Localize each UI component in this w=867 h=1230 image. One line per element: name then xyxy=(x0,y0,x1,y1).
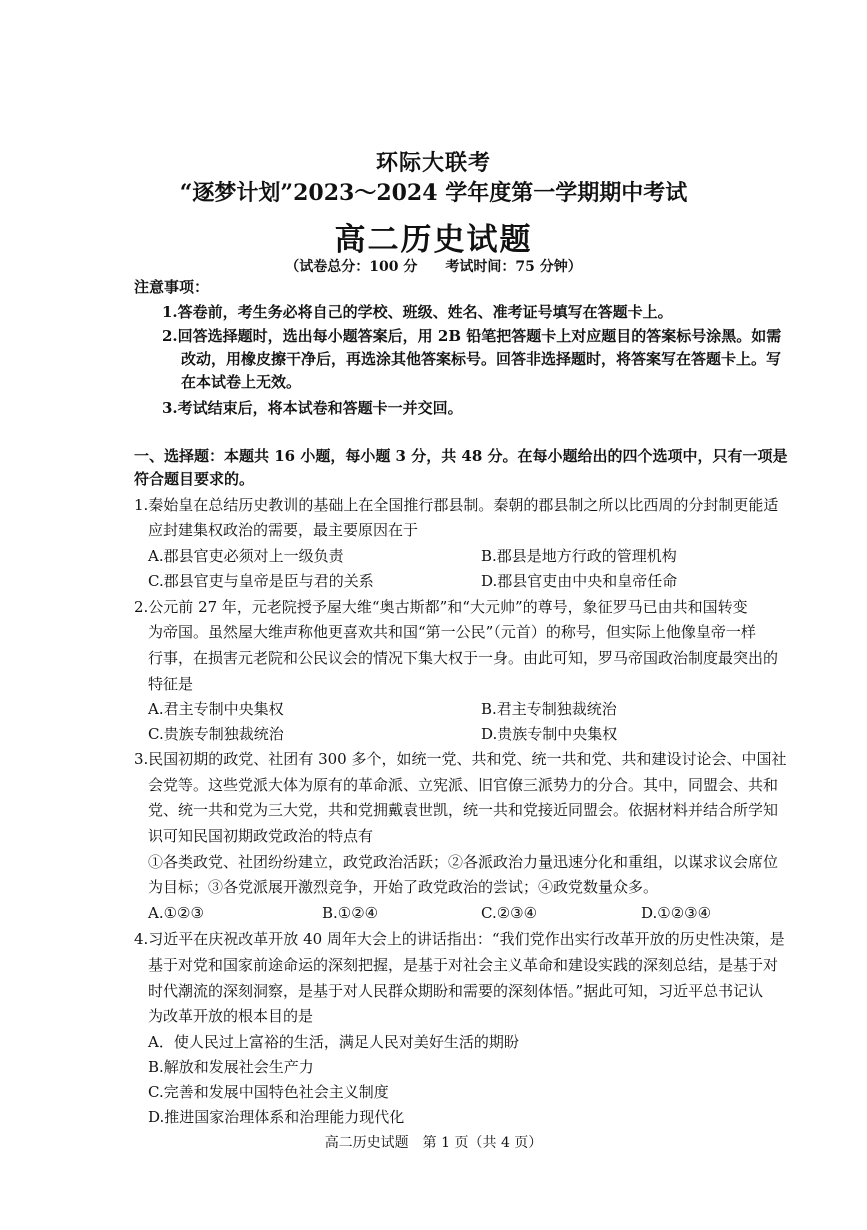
exam-org-title: 环际大联考 xyxy=(375,150,491,176)
question-text: 3.民国初期的政党、社团有 300 多个，如统一党、共和党、统一共和党、共和建设讨论会、中国社 xyxy=(134,750,787,768)
option-a: A.①②③ xyxy=(148,904,204,922)
option-b: B.君主专制独裁统治 xyxy=(481,700,617,718)
option-c: C.完善和发展中国特色社会主义制度 xyxy=(148,1083,389,1101)
question-text: 行事，在损害元老院和公民议会的情况下集大权于一身。由此可知，罗马帝国政治制度最突出的 xyxy=(148,649,779,667)
question-text: 2.公元前 27 年，元老院授予屋大维“奥古斯都”和“大元帅”的尊号，象征罗马已由共和国转变 xyxy=(134,598,748,616)
question-text: 党、统一共和党为三大党，共和党拥戴袁世凯，统一共和党接近同盟会。依据材料并结合所学知 xyxy=(148,801,779,819)
question-text: 基于对党和国家前途命运的深刻把握，是基于对社会主义革命和建设实践的深刻总结，是基于对 xyxy=(148,956,779,974)
option-d: D.贵族专制中央集权 xyxy=(481,725,618,743)
note-item: 3.考试结束后，将本试卷和答题卡一并交回。 xyxy=(162,399,463,417)
subject-title: 高二历史试题 xyxy=(334,222,533,258)
option-b: B.郡县是地方行政的管理机构 xyxy=(481,547,677,565)
note-item: 在本试卷上无效。 xyxy=(181,373,302,391)
option-d: D.①②③④ xyxy=(641,904,712,922)
note-item: 2.回答选择题时，选出每小题答案后，用 2B 铅笔把答题卡上对应题目的答案标号涂黑。如需 xyxy=(162,327,782,345)
question-text: ①各类政党、社团纷纷建立，政党政治活跃；②各派政治力量迅速分化和重组，以谋求议会席位 xyxy=(148,853,779,871)
exam-info: （试卷总分：100 分 考试时间：75 分钟） xyxy=(285,259,582,275)
question-text: 识可知民国初期政党政治的特点有 xyxy=(148,827,374,845)
question-text: 为帝国。虽然屋大维声称他更喜欢共和国“第一公民”（元首）的称号，但实际上他像皇帝一样 xyxy=(148,623,756,641)
option-a: A.君主专制中央集权 xyxy=(148,700,284,718)
option-c: C.郡县官吏与皇帝是臣与君的关系 xyxy=(148,572,374,590)
option-c: C.②③④ xyxy=(481,904,538,922)
question-text: 1.秦始皇在总结历史教训的基础上在全国推行郡县制。秦朝的郡县制之所以比西周的分封制更能适 xyxy=(134,496,779,514)
option-c: C.贵族专制独裁统治 xyxy=(148,725,284,743)
page-footer: 高二历史试题 第 1 页（共 4 页） xyxy=(324,1135,543,1151)
exam-title: “逐梦计划”2023～2024 学年度第一学期期中考试 xyxy=(179,180,688,206)
option-a: A．使人民过上富裕的生活，满足人民对美好生活的期盼 xyxy=(148,1033,519,1051)
option-b: B.①②④ xyxy=(322,904,379,922)
option-b: B.解放和发展社会生产力 xyxy=(148,1058,314,1076)
section-heading: 一、选择题：本题共 16 小题，每小题 3 分，共 48 分。在每小题给出的四个选项中，只有一项是 xyxy=(134,447,788,465)
question-text: 为目标；③各党派展开激烈竞争，开始了政党政治的尝试；④政党数量众多。 xyxy=(148,878,659,896)
question-text: 时代潮流的深刻洞察，是基于对人民群众期盼和需要的深刻体悟。”据此可知，习近平总书记认 xyxy=(148,982,764,1000)
question-text: 特征是 xyxy=(148,675,194,693)
notes-title: 注意事项： xyxy=(134,278,210,296)
option-d: D.推进国家治理体系和治理能力现代化 xyxy=(148,1108,405,1126)
option-a: A.郡县官吏必须对上一级负责 xyxy=(148,547,344,565)
question-text: 4.习近平在庆祝改革开放 40 周年大会上的讲话指出：“我们党作出实行改革开放的历史性决策，是 xyxy=(134,930,785,948)
question-text: 为改革开放的根本目的是 xyxy=(148,1007,314,1025)
question-text: 应封建集权政治的需要，最主要原因在于 xyxy=(148,521,419,539)
section-heading: 符合题目要求的。 xyxy=(134,470,255,488)
question-text: 会党等。这些党派大体为原有的革命派、立宪派、旧官僚三派势力的分合。其中，同盟会、共和 xyxy=(148,776,779,794)
option-d: D.郡县官吏由中央和皇帝任命 xyxy=(481,572,678,590)
note-item: 改动，用橡皮擦干净后，再选涂其他答案标号。回答非选择题时，将答案写在答题卡上。写 xyxy=(181,350,782,368)
note-item: 1.答卷前，考生务必将自己的学校、班级、姓名、准考证号填写在答题卡上。 xyxy=(162,303,673,321)
